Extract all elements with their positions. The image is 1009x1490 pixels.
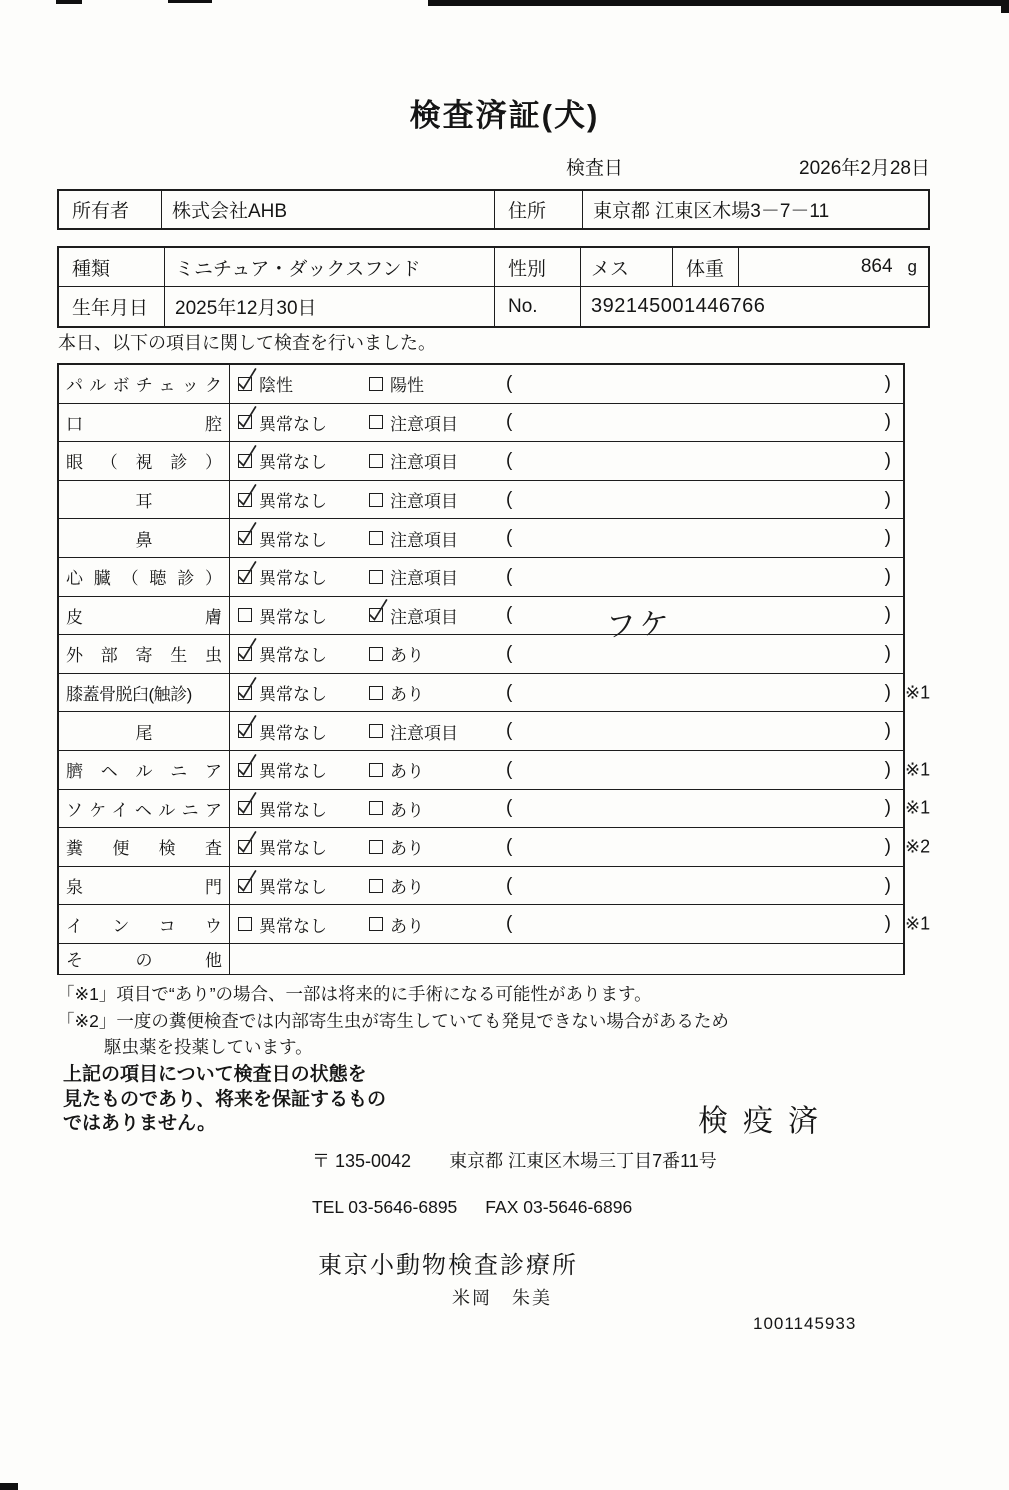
- result-cell: [230, 867, 903, 905]
- result-cell: [230, 558, 903, 596]
- item-cell: [59, 365, 230, 403]
- item-label: パルボチェック: [66, 376, 222, 396]
- sex-label: 性別: [495, 248, 581, 286]
- checklist-row: [59, 442, 903, 481]
- checklist-row: [59, 828, 931, 867]
- checklist-row: [59, 790, 931, 829]
- remarks-field: [506, 450, 903, 472]
- checkbox-icon[interactable]: [238, 570, 252, 584]
- checkbox-icon[interactable]: [369, 724, 383, 738]
- close-paren: ): [884, 488, 891, 510]
- item-cell: [59, 558, 230, 596]
- disclaimer-line-2: 見たものであり、将来を保証するもの: [63, 1088, 387, 1110]
- close-paren: ): [884, 604, 891, 626]
- checkbox-icon[interactable]: [238, 840, 252, 854]
- open-paren: (: [506, 758, 513, 780]
- pet-info-row-1: [59, 248, 928, 287]
- open-paren: (: [506, 874, 513, 896]
- close-paren: ): [884, 681, 891, 703]
- option-1: [238, 796, 369, 821]
- checkbox-icon[interactable]: [238, 493, 252, 507]
- option-1: [238, 641, 369, 666]
- result-cell: [230, 404, 903, 442]
- result-cell: [230, 905, 903, 943]
- pet-info-table: [57, 246, 930, 328]
- check-mark-icon: [235, 712, 259, 740]
- item-label: 耳: [135, 492, 153, 512]
- footnote-mark: ※1: [905, 682, 931, 703]
- clinic-address-line: [312, 1147, 717, 1173]
- item-cell: [59, 481, 230, 519]
- inspection-date-value: 2026年2月28日: [799, 158, 930, 179]
- option-label: 異常なし: [259, 492, 327, 512]
- no-value: 392145001446766: [591, 295, 766, 317]
- checklist-row: [59, 905, 931, 944]
- option-1: [238, 680, 369, 705]
- footnote-mark: ※1: [905, 759, 931, 780]
- option-label: 注意項目: [390, 492, 458, 512]
- option-2: [369, 641, 500, 666]
- option-1: [238, 410, 369, 435]
- scan-artifact: [0, 1483, 18, 1490]
- option-1: [238, 912, 369, 937]
- option-1: [238, 371, 369, 396]
- checkbox-icon[interactable]: [238, 647, 252, 661]
- result-cell: [230, 674, 903, 712]
- checklist-row: [59, 365, 903, 404]
- checkbox-icon[interactable]: [369, 879, 383, 893]
- remarks-field: [506, 604, 903, 645]
- open-paren: (: [506, 488, 513, 510]
- option-2: [369, 796, 500, 821]
- disclaimer-line-3: ではありません。: [63, 1113, 217, 1134]
- remarks-field: [506, 797, 903, 819]
- item-cell: [59, 790, 230, 828]
- item-label: 皮膚: [66, 607, 222, 627]
- item-label: 臍ヘルニア: [66, 762, 222, 782]
- handwritten-note: フケ: [605, 607, 675, 645]
- option-label: 異常なし: [259, 762, 327, 782]
- result-cell: [230, 365, 903, 403]
- checklist-row: [59, 635, 903, 674]
- checkbox-icon[interactable]: [238, 686, 252, 700]
- item-cell: [59, 751, 230, 789]
- result-cell: [230, 944, 903, 974]
- checkbox-icon[interactable]: [369, 493, 383, 507]
- checkbox-icon[interactable]: [238, 917, 252, 931]
- intro-text: 本日、以下の項目に関して検査を行いました。: [58, 333, 436, 353]
- checkbox-icon[interactable]: [369, 647, 383, 661]
- remarks-field: [506, 682, 903, 704]
- item-cell: [59, 635, 230, 673]
- scan-artifact: [428, 0, 1009, 6]
- close-paren: ): [884, 449, 891, 471]
- item-label: 心臓（聴診）: [66, 569, 222, 589]
- weight-value: [739, 248, 928, 286]
- result-cell: [230, 712, 903, 750]
- item-label: 鼻: [135, 530, 153, 550]
- footnote-mark: ※1: [905, 913, 931, 934]
- checkbox-icon[interactable]: [369, 454, 383, 468]
- open-paren: (: [506, 720, 513, 742]
- option-2: [369, 603, 500, 628]
- option-label: 異常なし: [259, 800, 327, 820]
- footnotes: [57, 981, 729, 1061]
- checkbox-icon[interactable]: [369, 801, 383, 815]
- option-1: [238, 603, 369, 628]
- close-paren: ): [884, 642, 891, 664]
- remarks-field: [506, 759, 903, 781]
- checkbox-icon[interactable]: [369, 686, 383, 700]
- checkbox-icon[interactable]: [238, 415, 252, 429]
- checkbox-icon[interactable]: [238, 608, 252, 622]
- item-label: 眼（視診）: [66, 453, 222, 473]
- item-label: インコウ: [66, 916, 222, 936]
- document-title: 検査済証(犬): [409, 98, 600, 133]
- option-2: [369, 680, 500, 705]
- serial-number: 1001145933: [753, 1314, 857, 1333]
- option-label: 陽性: [390, 376, 424, 396]
- check-mark-icon: [235, 519, 259, 547]
- check-mark-icon: [235, 442, 259, 470]
- option-1: [238, 719, 369, 744]
- option-2: [369, 410, 500, 435]
- birthdate-label: 生年月日: [59, 287, 165, 326]
- open-paren: (: [506, 527, 513, 549]
- checkbox-icon[interactable]: [369, 377, 383, 391]
- remarks-field: [506, 643, 903, 665]
- postal-code: 〒 135-0042: [312, 1151, 412, 1171]
- weight-number: 864: [860, 256, 893, 277]
- open-paren: (: [506, 797, 513, 819]
- option-label: 異常なし: [259, 607, 327, 627]
- remarks-field: [506, 527, 903, 549]
- item-label: 口腔: [66, 414, 222, 434]
- checkbox-icon[interactable]: [369, 608, 383, 622]
- option-label: 陰性: [259, 376, 293, 396]
- option-label: 異常なし: [259, 878, 327, 898]
- check-mark-icon: [235, 789, 259, 817]
- open-paren: (: [506, 642, 513, 664]
- checklist-row: [59, 558, 903, 597]
- disclaimer: [63, 1063, 386, 1137]
- option-label: あり: [390, 685, 424, 705]
- item-cell: [59, 597, 230, 635]
- checklist-row: [59, 751, 931, 790]
- item-label: ソケイヘルニア: [66, 800, 222, 820]
- option-label: 異常なし: [259, 916, 327, 936]
- contact-line: [312, 1197, 632, 1218]
- close-paren: ): [884, 758, 891, 780]
- checklist-row: [59, 712, 903, 751]
- checklist-row: [59, 481, 903, 520]
- checkbox-icon[interactable]: [238, 377, 252, 391]
- result-cell: [230, 751, 903, 789]
- close-paren: ): [884, 835, 891, 857]
- clinic-name: 東京小動物検査診療所: [318, 1252, 578, 1279]
- inspection-table: [57, 363, 931, 975]
- scan-artifact: [168, 0, 212, 3]
- checkbox-icon[interactable]: [238, 531, 252, 545]
- remarks-field: [506, 489, 903, 511]
- item-cell: [59, 404, 230, 442]
- weight-label: 体重: [673, 248, 739, 286]
- inspection-date-label: 検査日: [566, 158, 624, 179]
- checkbox-icon[interactable]: [238, 879, 252, 893]
- check-mark-icon: [235, 365, 259, 393]
- footnote-1: 「※1」項目で“あり”の場合、一部は将来的に手術になる可能性があります。: [57, 984, 652, 1004]
- open-paren: (: [506, 835, 513, 857]
- weight-unit: g: [907, 257, 917, 276]
- checklist-row: [59, 404, 903, 443]
- item-cell: [59, 905, 230, 943]
- checkbox-icon[interactable]: [369, 917, 383, 931]
- result-cell: [230, 442, 903, 480]
- option-1: [238, 873, 369, 898]
- owner-label: 所有者: [59, 191, 162, 228]
- close-paren: ): [884, 411, 891, 433]
- checkbox-icon[interactable]: [369, 763, 383, 777]
- checkbox-icon[interactable]: [238, 724, 252, 738]
- check-mark-icon: [235, 674, 259, 702]
- option-label: 注意項目: [390, 723, 458, 743]
- close-paren: ): [884, 874, 891, 896]
- check-mark-icon: [235, 635, 259, 663]
- open-paren: (: [506, 681, 513, 703]
- open-paren: (: [506, 372, 513, 394]
- option-label: 異常なし: [259, 414, 327, 434]
- option-label: 注意項目: [390, 453, 458, 473]
- item-label: その他: [66, 951, 222, 971]
- option-label: 異常なし: [259, 723, 327, 743]
- item-cell: [59, 867, 230, 905]
- tel-number: TEL 03-5646-6895: [312, 1197, 458, 1217]
- option-label: あり: [390, 839, 424, 859]
- close-paren: ): [884, 720, 891, 742]
- checkbox-icon[interactable]: [369, 840, 383, 854]
- checkbox-icon[interactable]: [369, 415, 383, 429]
- footnote-2: 「※2」一度の糞便検査では内部寄生虫が寄生していても発見できない場合があるため: [57, 1010, 729, 1031]
- footnote-mark: ※1: [905, 797, 931, 818]
- checkbox-icon[interactable]: [369, 531, 383, 545]
- option-2: [369, 448, 500, 473]
- birthdate-value: 2025年12月30日: [165, 287, 495, 326]
- inspection-date-row: [566, 153, 930, 180]
- remarks-field: [506, 836, 903, 858]
- option-2: [369, 912, 500, 937]
- close-paren: ): [884, 913, 891, 935]
- scan-artifact: [1001, 0, 1009, 13]
- checkbox-icon[interactable]: [238, 801, 252, 815]
- remarks-field: [506, 720, 903, 742]
- checklist-row: [59, 674, 931, 713]
- footnote-mark: ※2: [905, 836, 931, 857]
- breed-value: ミニチュア・ダックスフンド: [165, 248, 495, 286]
- option-label: 注意項目: [390, 414, 458, 434]
- item-cell: [59, 442, 230, 480]
- checklist-row: [59, 519, 903, 558]
- option-label: 異常なし: [259, 646, 327, 666]
- checkbox-icon[interactable]: [238, 763, 252, 777]
- checklist-row: [59, 944, 903, 975]
- result-cell: [230, 597, 903, 645]
- breed-label: 種類: [59, 248, 165, 286]
- item-label: 外部寄生虫: [66, 646, 222, 666]
- open-paren: (: [506, 913, 513, 935]
- open-paren: (: [506, 604, 513, 626]
- option-label: 注意項目: [390, 607, 458, 627]
- result-cell: [230, 635, 903, 673]
- open-paren: (: [506, 565, 513, 587]
- option-label: あり: [390, 916, 424, 936]
- remarks-field: [506, 566, 903, 588]
- check-mark-icon: [235, 481, 259, 509]
- result-cell: [230, 481, 903, 519]
- close-paren: ): [884, 565, 891, 587]
- remarks-field: [506, 913, 903, 935]
- scan-artifact: [56, 0, 82, 4]
- item-cell: [59, 828, 230, 866]
- item-label: 糞便検査: [66, 839, 222, 859]
- check-mark-icon: [235, 403, 259, 431]
- disclaimer-line-1: 上記の項目について検査日の状態を: [63, 1064, 367, 1085]
- option-2: [369, 834, 500, 859]
- option-1: [238, 448, 369, 473]
- checkbox-icon[interactable]: [369, 570, 383, 584]
- option-2: [369, 757, 500, 782]
- item-label: 膝蓋骨脱臼(触診): [66, 685, 192, 705]
- option-label: 注意項目: [390, 530, 458, 550]
- item-cell: [59, 944, 230, 974]
- option-label: 異常なし: [259, 569, 327, 589]
- option-1: [238, 564, 369, 589]
- option-label: 異常なし: [259, 685, 327, 705]
- option-2: [369, 564, 500, 589]
- result-cell: [230, 828, 903, 866]
- option-2: [369, 873, 500, 898]
- owner-value: 株式会社AHB: [162, 191, 495, 228]
- option-1: [238, 757, 369, 782]
- owner-table: [57, 189, 930, 230]
- option-1: [238, 834, 369, 859]
- check-mark-icon: [235, 558, 259, 586]
- close-paren: ): [884, 797, 891, 819]
- check-mark-icon: [235, 828, 259, 856]
- open-paren: (: [506, 411, 513, 433]
- result-cell: [230, 519, 903, 557]
- item-cell: [59, 712, 230, 750]
- option-1: [238, 526, 369, 551]
- fax-number: FAX 03-5646-6896: [485, 1197, 633, 1217]
- option-label: 異常なし: [259, 453, 327, 473]
- close-paren: ): [884, 372, 891, 394]
- remarks-field: [506, 411, 903, 433]
- option-2: [369, 371, 500, 396]
- footnote-2-continued: 駆虫薬を投薬しています。: [104, 1037, 313, 1057]
- option-label: あり: [390, 878, 424, 898]
- check-mark-icon: [235, 751, 259, 779]
- remarks-field: [506, 373, 903, 395]
- option-2: [369, 526, 500, 551]
- open-paren: (: [506, 449, 513, 471]
- option-2: [369, 487, 500, 512]
- checklist-row: [59, 597, 903, 645]
- check-mark-icon: [235, 867, 259, 895]
- address-label: 住所: [495, 191, 583, 228]
- item-label: 尾: [135, 723, 153, 743]
- option-label: 異常なし: [259, 839, 327, 859]
- pet-info-row-2: [59, 287, 928, 326]
- option-label: あり: [390, 646, 424, 666]
- clinic-address: 東京都 江東区木場三丁目7番11号: [449, 1151, 717, 1171]
- quarantine-passed-stamp: 検疫済: [698, 1105, 833, 1138]
- option-label: あり: [390, 800, 424, 820]
- no-label: No.: [495, 287, 581, 326]
- option-label: 異常なし: [259, 530, 327, 550]
- address-value: 東京都 江東区木場3－7－11: [593, 201, 830, 222]
- remarks-field: [506, 875, 903, 897]
- option-label: あり: [390, 762, 424, 782]
- veterinarian-name: 米岡 朱美: [452, 1288, 552, 1308]
- checkbox-icon[interactable]: [238, 454, 252, 468]
- option-2: [369, 719, 500, 744]
- option-1: [238, 487, 369, 512]
- close-paren: ): [884, 527, 891, 549]
- check-mark-icon: [366, 596, 390, 624]
- option-label: 注意項目: [390, 569, 458, 589]
- sex-value: メス: [581, 248, 673, 286]
- item-cell: [59, 674, 230, 712]
- result-cell: [230, 790, 903, 828]
- item-label: 泉門: [66, 878, 222, 898]
- item-cell: [59, 519, 230, 557]
- checklist-row: [59, 867, 903, 906]
